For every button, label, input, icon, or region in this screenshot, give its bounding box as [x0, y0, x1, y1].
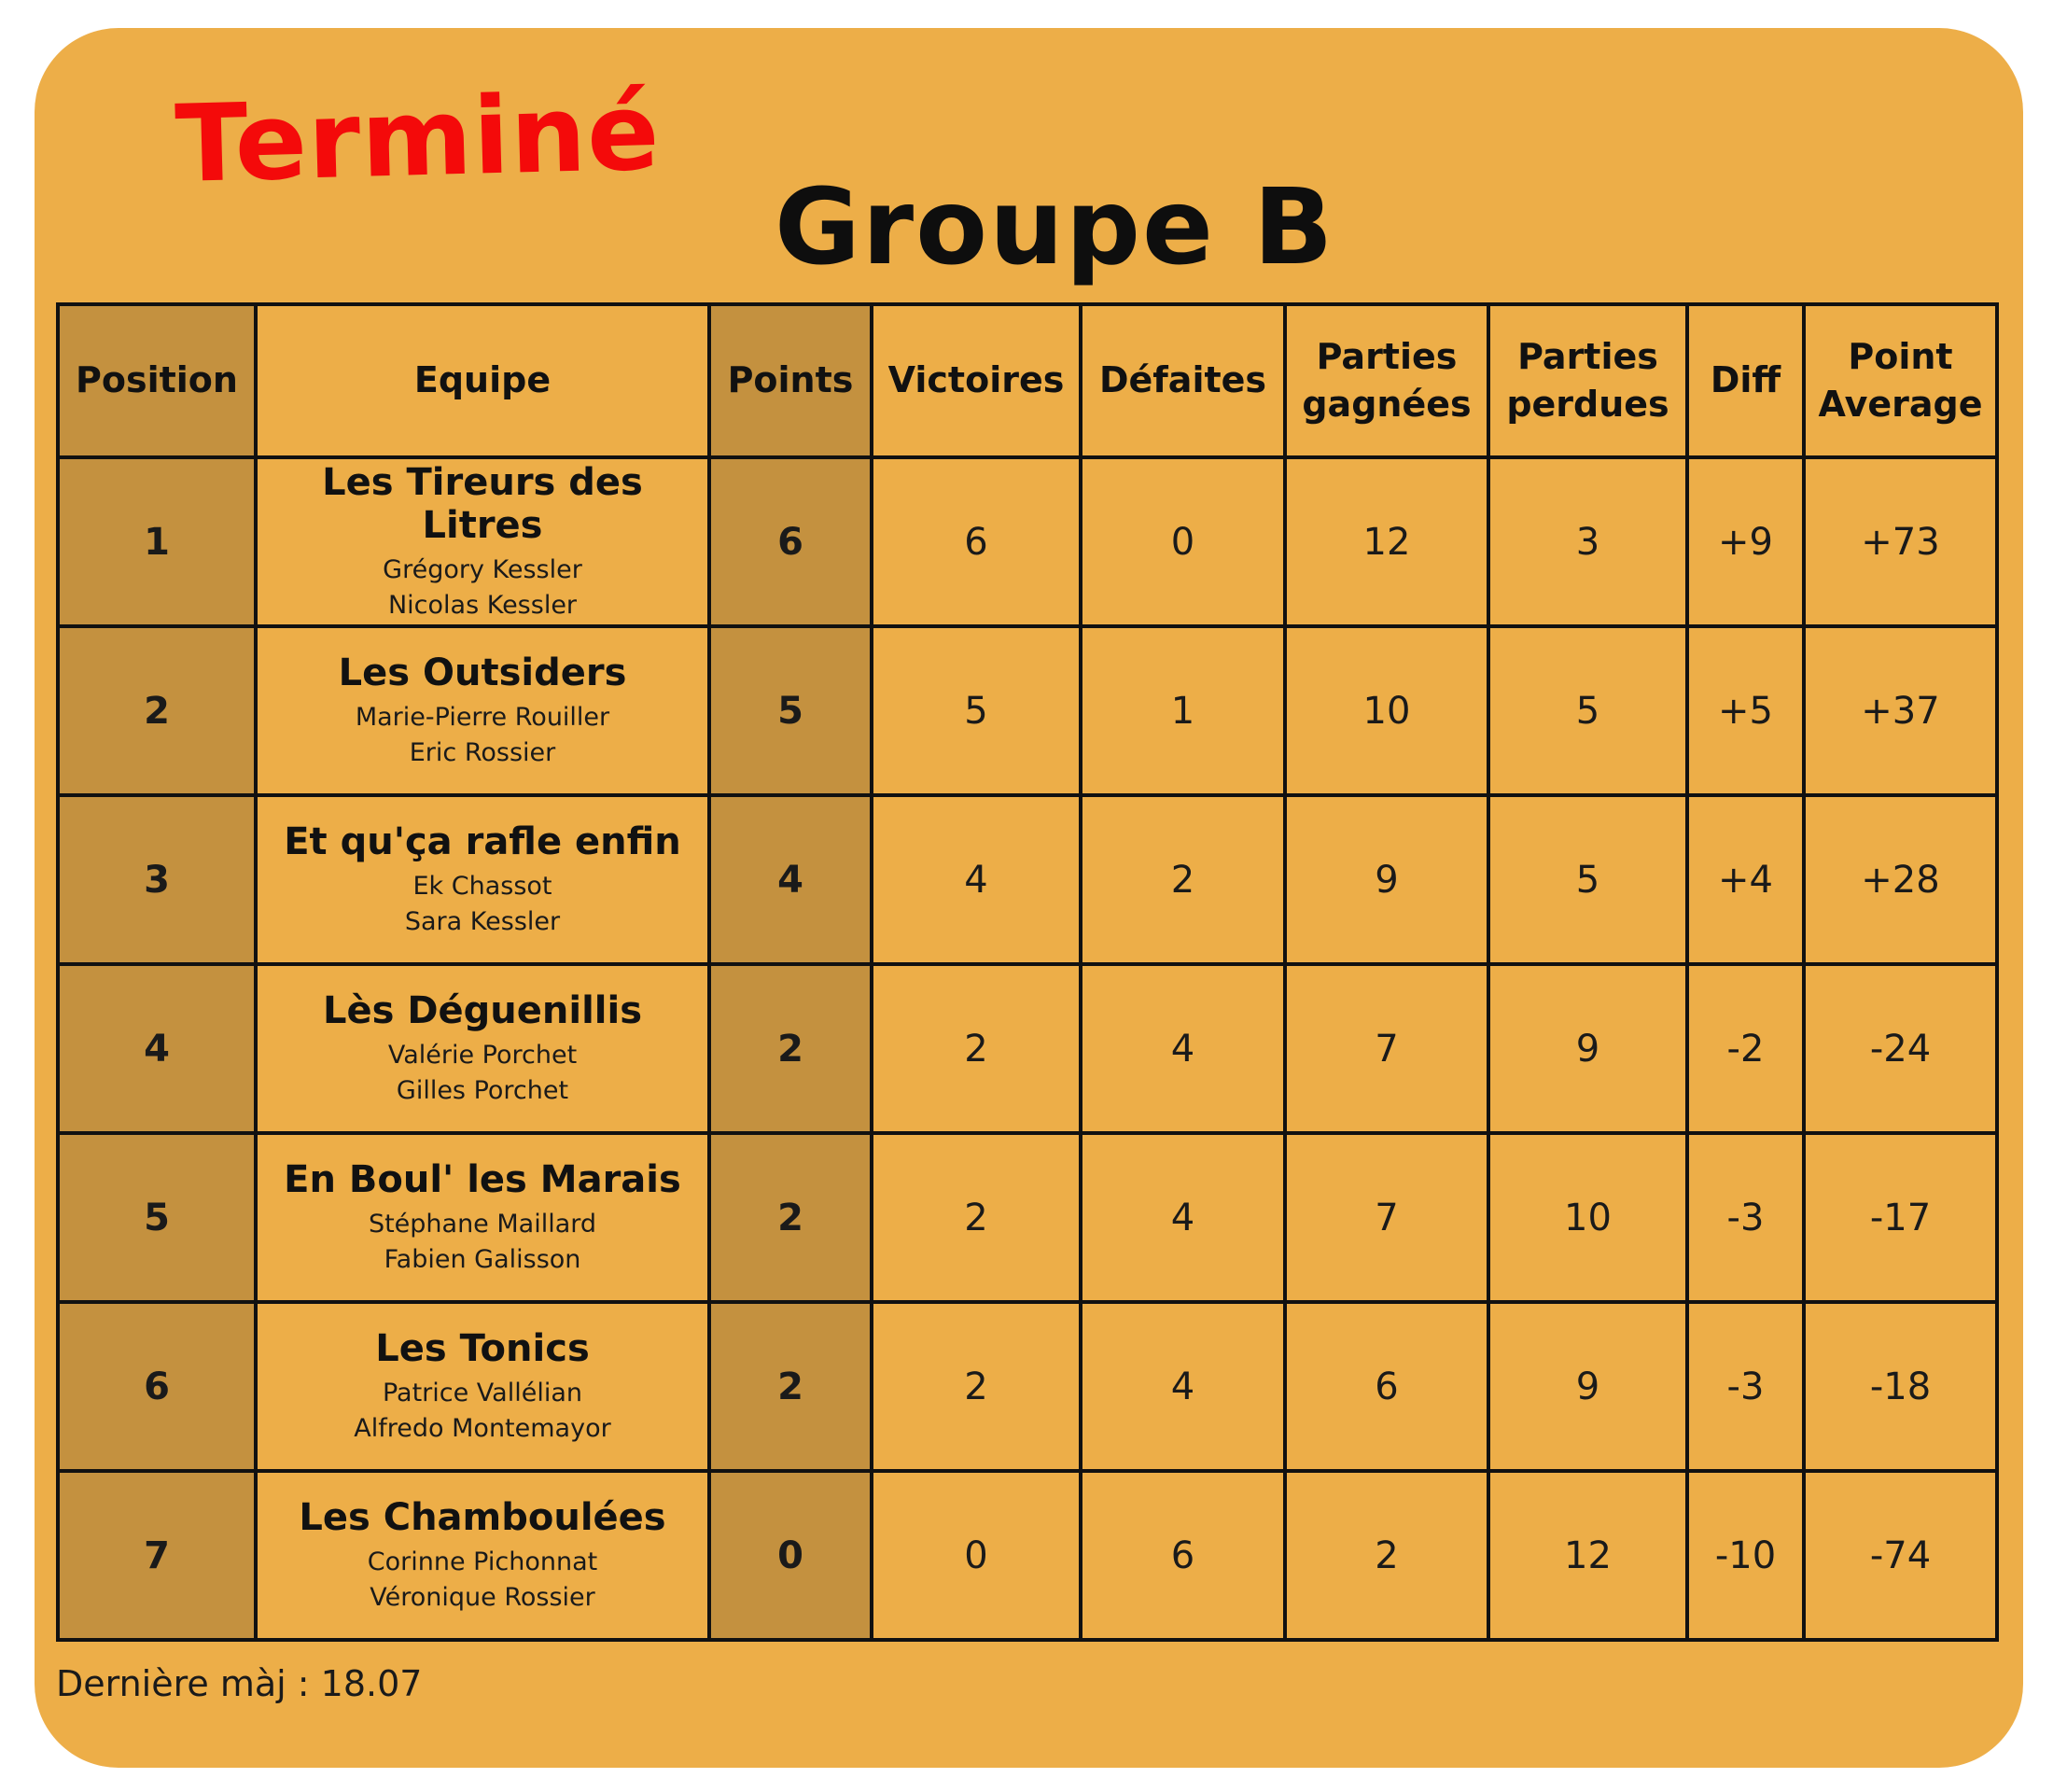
header-team: Equipe [256, 304, 709, 457]
table-row [58, 1133, 1997, 1302]
player-name: Véronique Rossier [370, 1582, 595, 1612]
games-won-cell: 7 [1285, 1133, 1488, 1302]
losses-cell: 4 [1081, 1133, 1285, 1302]
point-average-cell: +37 [1804, 626, 1997, 795]
player-name: Corinne Pichonnat [367, 1547, 598, 1577]
games-won-cell: 9 [1285, 795, 1488, 964]
position-cell: 2 [58, 626, 256, 795]
games-lost-cell: 9 [1488, 1302, 1687, 1471]
position-cell: 4 [58, 964, 256, 1133]
points-cell: 2 [709, 964, 872, 1133]
team-cell [256, 457, 709, 626]
standings-table [56, 302, 1999, 1642]
wins-cell: 5 [872, 626, 1081, 795]
header-games-lost [1488, 304, 1687, 457]
point-average-cell: +28 [1804, 795, 1997, 964]
player-name: Sara Kessler [404, 906, 561, 936]
games-won-cell: 7 [1285, 964, 1488, 1133]
wins-cell: 2 [872, 1133, 1081, 1302]
games-won-cell: 10 [1285, 626, 1488, 795]
team-name: En Boul' les Marais [284, 1158, 681, 1202]
team-name: Les Tireurs des Litres [322, 461, 643, 548]
losses-cell: 4 [1081, 964, 1285, 1133]
point-average-cell: -74 [1804, 1471, 1997, 1640]
player-name: Marie-Pierre Rouiller [355, 703, 610, 733]
player-name: Grégory Kessler [383, 555, 582, 585]
group-title: Groupe B [775, 167, 1335, 288]
header-row [58, 304, 1997, 457]
games-won-cell: 6 [1285, 1302, 1488, 1471]
position-cell: 5 [58, 1133, 256, 1302]
table-row [58, 457, 1997, 626]
point-average-cell: +73 [1804, 457, 1997, 626]
team-cell [256, 964, 709, 1133]
header-losses: Défaites [1081, 304, 1285, 457]
header-point-average-line1: Point [1848, 335, 1953, 377]
games-lost-cell: 12 [1488, 1471, 1687, 1640]
points-cell: 2 [709, 1133, 872, 1302]
diff-cell: -3 [1687, 1302, 1804, 1471]
points-cell: 6 [709, 457, 872, 626]
table-row [58, 1302, 1997, 1471]
games-lost-cell: 5 [1488, 795, 1687, 964]
team-cell [256, 1471, 709, 1640]
games-lost-cell: 3 [1488, 457, 1687, 626]
player-name: Nicolas Kessler [387, 590, 578, 620]
team-name: Les Outsiders [338, 651, 627, 695]
points-cell: 4 [709, 795, 872, 964]
status-label: Terminé [174, 69, 663, 206]
header-points: Points [709, 304, 872, 457]
team-cell [256, 795, 709, 964]
team-cell [256, 1133, 709, 1302]
wins-cell: 2 [872, 1302, 1081, 1471]
point-average-cell: -18 [1804, 1302, 1997, 1471]
player-name: Eric Rossier [409, 737, 556, 767]
diff-cell: +9 [1687, 457, 1804, 626]
header-games-lost-line2: perdues [1506, 384, 1669, 425]
points-cell: 5 [709, 626, 872, 795]
position-cell: 3 [58, 795, 256, 964]
point-average-cell: -17 [1804, 1133, 1997, 1302]
wins-cell: 4 [872, 795, 1081, 964]
team-cell [256, 626, 709, 795]
last-update-text: Dernière màj : 18.07 [56, 1663, 423, 1704]
header-games-won [1285, 304, 1488, 457]
point-average-cell: -24 [1804, 964, 1997, 1133]
team-name: Et qu'ça rafle enfin [284, 820, 681, 864]
games-won-cell: 12 [1285, 457, 1488, 626]
player-name: Alfredo Montemayor [354, 1413, 611, 1443]
table-row [58, 1471, 1997, 1640]
player-name: Fabien Galisson [384, 1244, 581, 1274]
team-name: Les Tonics [375, 1327, 590, 1371]
position-cell: 7 [58, 1471, 256, 1640]
points-cell: 0 [709, 1471, 872, 1640]
wins-cell: 0 [872, 1471, 1081, 1640]
player-name: Ek Chassot [412, 872, 552, 902]
position-cell: 6 [58, 1302, 256, 1471]
diff-cell: -10 [1687, 1471, 1804, 1640]
diff-cell: -3 [1687, 1133, 1804, 1302]
diff-cell: +4 [1687, 795, 1804, 964]
losses-cell: 2 [1081, 795, 1285, 964]
wins-cell: 2 [872, 964, 1081, 1133]
header-point-average [1804, 304, 1997, 457]
player-name: Gilles Porchet [396, 1075, 569, 1105]
header-games-won-line2: gagnées [1302, 384, 1472, 425]
diff-cell: +5 [1687, 626, 1804, 795]
table-row [58, 964, 1997, 1133]
games-won-cell: 2 [1285, 1471, 1488, 1640]
diff-cell: -2 [1687, 964, 1804, 1133]
table-row [58, 795, 1997, 964]
player-name: Stéphane Maillard [368, 1210, 597, 1239]
team-name: Lès Déguenillis [322, 989, 643, 1033]
losses-cell: 0 [1081, 457, 1285, 626]
games-lost-cell: 9 [1488, 964, 1687, 1133]
header-point-average-line2: Average [1818, 384, 1983, 425]
header-games-lost-line1: Parties [1517, 335, 1658, 377]
losses-cell: 1 [1081, 626, 1285, 795]
header-games-won-line1: Parties [1316, 335, 1458, 377]
position-cell: 1 [58, 457, 256, 626]
header-wins: Victoires [872, 304, 1081, 457]
wins-cell: 6 [872, 457, 1081, 626]
header-diff: Diff [1687, 304, 1804, 457]
losses-cell: 4 [1081, 1302, 1285, 1471]
player-name: Valérie Porchet [387, 1041, 578, 1071]
team-cell [256, 1302, 709, 1471]
games-lost-cell: 5 [1488, 626, 1687, 795]
team-name: Les Chamboulées [299, 1496, 666, 1540]
header-position: Position [58, 304, 256, 457]
points-cell: 2 [709, 1302, 872, 1471]
table-row [58, 626, 1997, 795]
player-name: Patrice Vallélian [382, 1379, 583, 1408]
games-lost-cell: 10 [1488, 1133, 1687, 1302]
losses-cell: 6 [1081, 1471, 1285, 1640]
